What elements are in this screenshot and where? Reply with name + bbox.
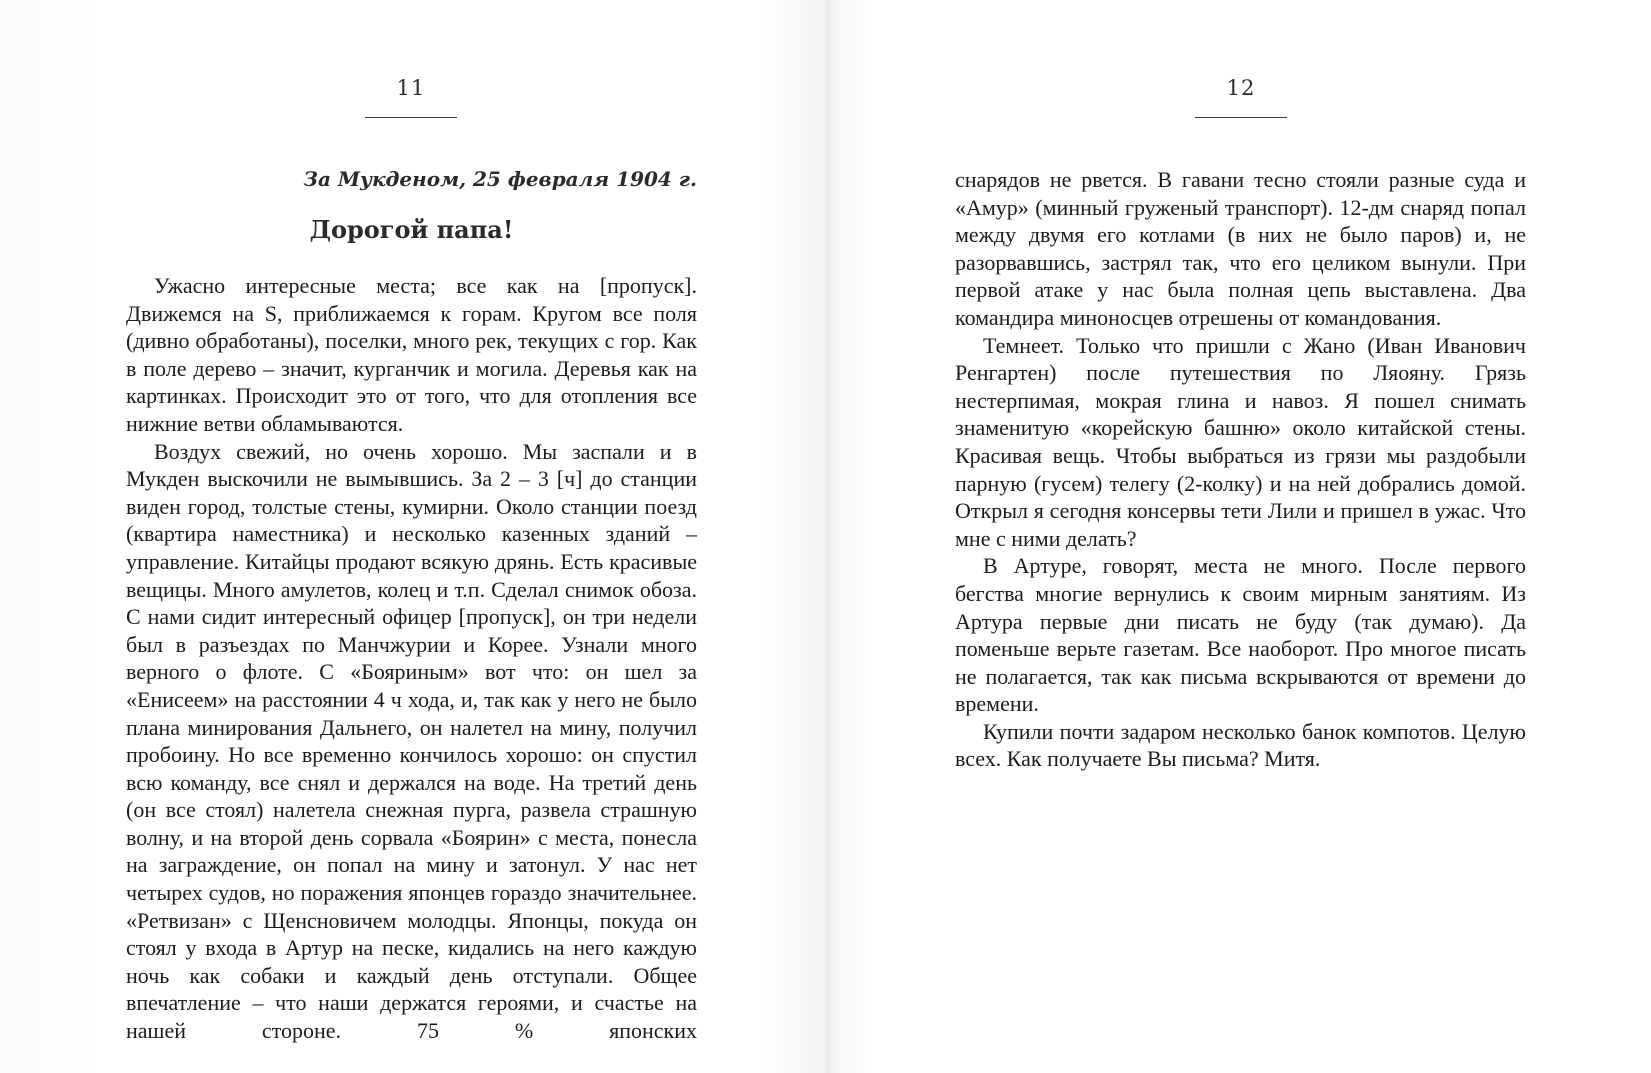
page-number: 12 bbox=[1226, 76, 1256, 100]
paragraph: Купили почти задаром несколько банок компотов. Целую всех. Как получаете Вы письма? Митя. bbox=[955, 718, 1526, 772]
paragraph: снарядов не рвется. В гавани тесно стояли разные суда и «Амур» (минный груженый транспорт). 12-дм снаряд попал между двумя его котлами (в них не было паров) и, не разорвавшись, застрял так, что его целиком вынули. При первой атаке у нас была полная цепь выставлена. Два командира миноносцев отрешены от командования. bbox=[955, 167, 1526, 330]
left-page-text bbox=[126, 166, 697, 1045]
paragraph: Ужасно интересные места; все как на [пропуск]. Движемся на S, приближаемся к горам. Кругом все поля (дивно обработаны), поселки, много рек, текущих с гор. Как в поле дерево – значит, курганчик и могила. Деревья как на картинках. Происходит это от того, что для отопления все нижние ветви обламываются. bbox=[126, 273, 697, 436]
right-page-text bbox=[955, 166, 1526, 773]
letter-salutation: Дорогой папа! bbox=[309, 215, 514, 244]
page-number: 11 bbox=[396, 76, 426, 100]
page-number-rule bbox=[1195, 117, 1287, 118]
paragraph: Темнеет. Только что пришли с Жано (Иван Иванович Ренгартен) после путешествия по Ляояну. Грязь нестерпимая, мокрая глина и навоз. Я пошел снимать знаменитую «корейскую башню» около китайской стены. Красивая вещь. Чтобы выбраться из грязи мы раздобыли парную (гусем) телегу (2-колку) и на ней добрались домой. Открыл я сегодня консервы тети Лили и пришел в ужас. Что мне с ними делать? bbox=[955, 332, 1526, 551]
letter-place-date: За Мукденом, 25 февраля 1904 г. bbox=[303, 167, 697, 191]
paragraph: В Артуре, говорят, места не много. После первого бегства многие вернулись к своим мирным занятиям. Из Артура первые дни писать не буду (так думаю). Да поменьше верьте газетам. Все наоборот. Про многое писать не полагается, так как письма вскрываются от времени до времени. bbox=[955, 553, 1526, 717]
paragraph: Воздух свежий, но очень хорошо. Мы заспали и в Мукден выскочили не вымывшись. За 2 – 3 [ч] до станции виден город, толстые стены, кумирни. Около станции поезд (квартира наместника) и несколько казенных зданий – управление. Китайцы продают всякую дрянь. Есть красивые вещицы. Много амулетов, колец и т.п. Сделал снимок обоза. С нами сидит интересный офицер [пропуск], он три недели был в разъездах по Манчжурии и Корее. Узнали много верного о флоте. С «Бояриным» вот что: он шел за «Енисеем» на расстоянии 4 ч хода, и, так как у него не было плана минирования Дальнего, он налетел на мину, получил пробоину. Но все временно кончилось хорошо: он спустил всю команду, все снял и держался на воде. На третий день (он все стоял) налетела снежная пурга, развела страшную волну, и на второй день сорвала «Боярин» с места, понесла на заграждение, он попал на мину и затонул. У нас нет четырех судов, но поражения японцев гораздо значительнее. «Ретвизан» с Щенсновичем молодцы. Японцы, покуда он стоял у входа в Артур на песке, кидались на него каждую ночь как собаки и каждый день отступали. Общее впечатление – что наши держатся героями, и счастье на нашей стороне. 75 % японских bbox=[126, 438, 697, 1044]
page-number-rule bbox=[365, 117, 457, 118]
